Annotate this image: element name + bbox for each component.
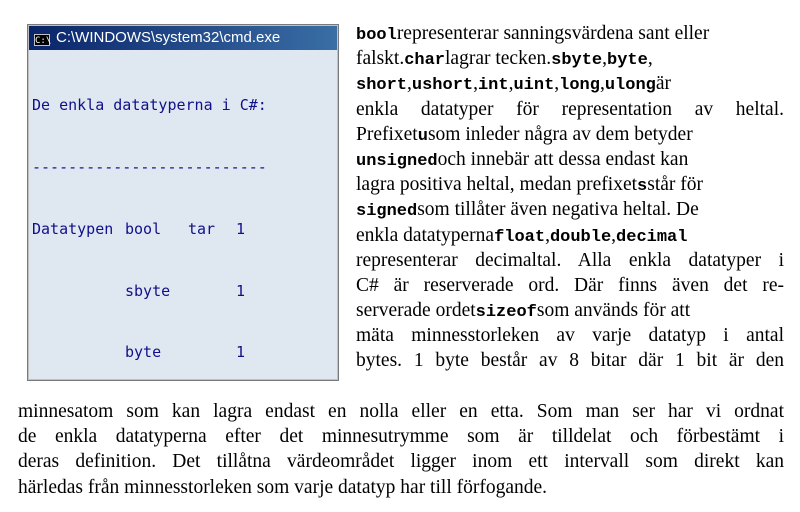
text-run: , xyxy=(554,73,560,95)
text-run: falskt. xyxy=(356,48,405,70)
type-name: sbyte xyxy=(125,281,171,300)
side-paragraph xyxy=(356,21,784,374)
text-line: de enkla datatyperna efter det minnesutrymme som är tilldelat och förbestämt i xyxy=(18,426,784,448)
console-output xyxy=(29,50,337,379)
type-size: 1 xyxy=(236,281,246,300)
text-run: , xyxy=(407,73,412,95)
text-line: representerar decimaltal. Alla enkla datatyper i xyxy=(356,249,784,271)
type-size: 1 xyxy=(236,219,246,238)
text-line: enkla datatyper för representation av heltal. xyxy=(356,98,784,120)
text-line: mäta minnesstorleken av varje datatyp i antal xyxy=(356,325,784,347)
code-term: short xyxy=(356,76,408,96)
text-line xyxy=(356,298,784,323)
text-run: , xyxy=(647,48,653,70)
text-line xyxy=(356,147,784,172)
text-run: som används för att xyxy=(536,300,691,322)
code-term: sbyte xyxy=(551,51,603,71)
first-col-label: Datatypen xyxy=(32,219,114,238)
text-run: som inleder några av dem betyder xyxy=(427,123,693,145)
text-run: enkla datatyperna xyxy=(356,224,495,246)
text-line xyxy=(356,223,784,248)
text-run: , xyxy=(599,73,605,95)
code-term: char xyxy=(404,51,446,71)
cmd-icon: C:\ xyxy=(35,36,52,46)
code-term: sizeof xyxy=(475,303,537,323)
code-term: s xyxy=(637,177,648,197)
console-row xyxy=(32,281,337,302)
text-run: , xyxy=(602,48,608,70)
text-line: härledas från minnesstorleken som varje datatyp har till förfogande. xyxy=(18,476,548,498)
code-term: u xyxy=(417,126,428,146)
text-run: lagrar tecken. xyxy=(445,48,552,70)
verb-label: tar xyxy=(188,219,216,238)
text-run: , xyxy=(508,73,514,95)
text-line xyxy=(356,197,784,222)
console-title: C:\WINDOWS\system32\cmd.exe xyxy=(56,29,281,46)
text-run: lagra positiva heltal, medan prefixet xyxy=(356,174,638,196)
console-heading: De enkla datatyperna i C#: xyxy=(32,96,267,115)
text-line xyxy=(356,172,784,197)
code-term: byte xyxy=(607,51,648,71)
text-run: serverade ordet xyxy=(356,300,476,322)
type-size: 1 xyxy=(236,343,246,362)
console-row xyxy=(32,219,337,240)
text-run: är xyxy=(655,73,672,95)
text-run: står för xyxy=(647,174,704,196)
code-term: long xyxy=(559,76,600,96)
text-line: deras definition. Det tillåtna värdeområdet ligger inom ett intervall som direkt kan xyxy=(18,451,784,473)
text-line xyxy=(356,21,784,46)
text-run: Prefixet xyxy=(356,123,418,145)
text-line: minnesatom som kan lagra endast en nolla eller en etta. Som man ser har vi ordnat xyxy=(18,401,784,422)
code-term: float xyxy=(494,227,546,247)
text-line xyxy=(356,122,784,147)
type-name: byte xyxy=(125,343,162,362)
code-term: double xyxy=(549,227,612,247)
text-run: , xyxy=(545,224,550,246)
code-term: ulong xyxy=(604,76,656,96)
code-term: signed xyxy=(356,202,418,222)
text-line: bytes. 1 byte består av 8 bitar där 1 bit är den xyxy=(356,350,784,372)
console-row xyxy=(32,342,337,363)
console-window xyxy=(27,24,339,381)
type-name: bool xyxy=(125,219,162,238)
bottom-paragraph xyxy=(18,399,784,500)
code-term: unsigned xyxy=(356,151,438,171)
text-line xyxy=(356,46,784,71)
text-line: C# är reserverade ord. Där finns även det re- xyxy=(356,274,784,296)
code-term: ushort xyxy=(411,76,474,96)
code-term: bool xyxy=(356,26,397,45)
code-term: int xyxy=(477,76,509,96)
console-separator: -------------------------- xyxy=(32,157,267,176)
text-run: som tillåter även negativa heltal. De xyxy=(417,199,699,221)
text-run: , xyxy=(611,224,617,246)
text-line xyxy=(356,71,784,96)
code-term: decimal xyxy=(616,227,688,247)
text-run: , xyxy=(473,73,478,95)
text-run: och innebär att dessa endast kan xyxy=(437,148,689,170)
code-term: uint xyxy=(513,76,555,96)
text-run: representerar sanningsvärdena sant eller xyxy=(396,23,710,44)
console-title-bar[interactable] xyxy=(29,26,337,50)
